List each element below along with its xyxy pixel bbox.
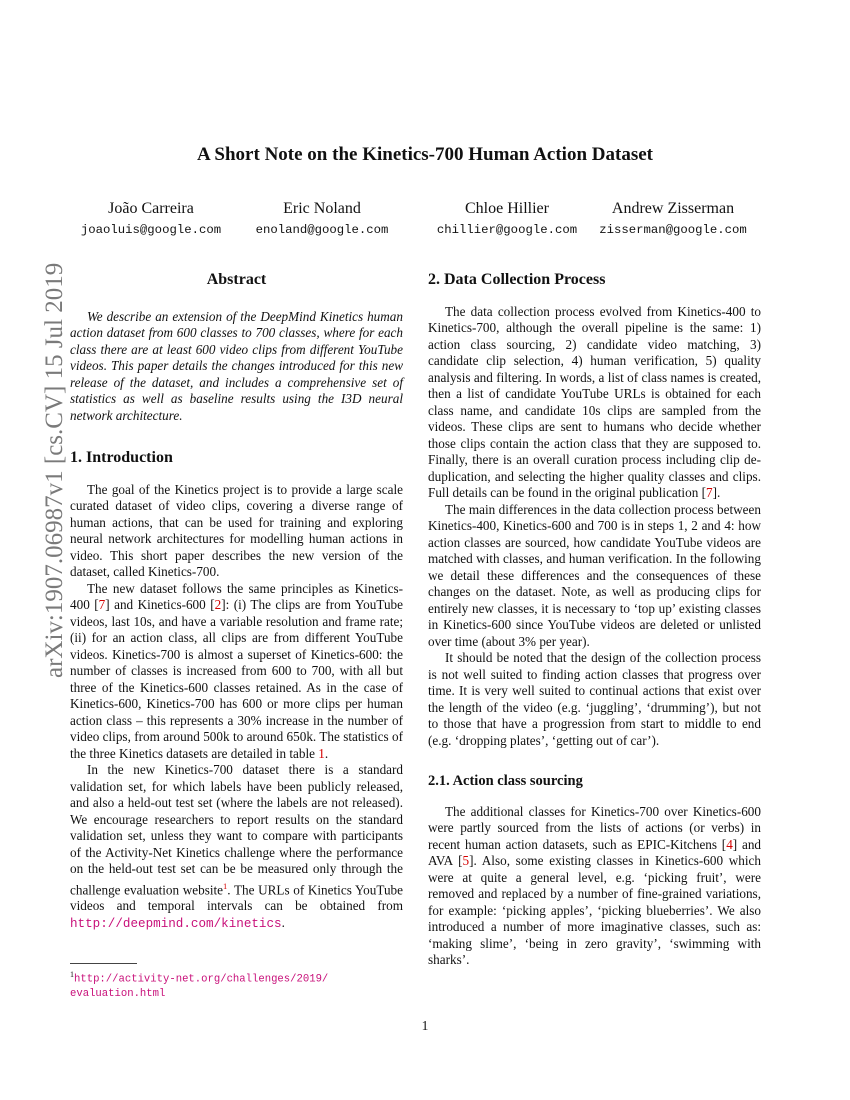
footnote-url-link[interactable]: http://activity-net.org/challenges/2019/ bbox=[74, 973, 329, 986]
footnote bbox=[70, 963, 403, 1001]
citation-link[interactable]: 7 bbox=[705, 485, 713, 500]
action-class-paragraph-1: The additional classes for Kinetics-700 over Kinetics-600 were partly sourced from the lists of actions (or verbs) in recent human action datasets, such as EPIC-Kitchens [4] and AVA [5]. Also, some existing classes in Kinetics-600 which were at quite a general level, e.g. ‘picking fruit’, were removed and replaced by a number of fine-grained variations, for example: ‘picking apples’, ‘picking blueberries’. We also introduced a number of more imaginative classes, such as: ‘making slime’, ‘being in zero gravity’, ‘swimming with sharks’. bbox=[428, 803, 762, 967]
footnote-url-link-cont[interactable]: evaluation.html bbox=[70, 987, 166, 1000]
author-name: João Carreira bbox=[108, 200, 194, 217]
author-email: zisserman@google.com bbox=[599, 223, 747, 237]
author-email: joaoluis@google.com bbox=[80, 223, 222, 237]
left-column bbox=[70, 272, 403, 932]
abstract-heading: Abstract bbox=[206, 271, 267, 288]
footnote-mark[interactable]: 1 bbox=[223, 880, 228, 891]
abstract-text: We describe an extension of the DeepMind Kinetics human action dataset from 600 classes to 700 classes, where for each class there are at least 600 video clips from different YouTube videos. This paper details the changes introduced for this new release of the dataset, and includes a comprehensive set of statistics as well as baseline results using the I3D neural network architecture. bbox=[70, 308, 403, 423]
page-number: 1 bbox=[421, 1018, 429, 1033]
intro-paragraph-2: The new dataset follows the same principles as Kinetics-400 [7] and Kinetics-600 [2]: (i) The clips are from YouTube videos, last 10s, and have a variable resolution and frame rate; (ii) for an action class, all clips are from different YouTube videos. Kinetics-700 is almost a superset of Kinetics-600: the number of classes is increased from 600 to 700, with all but three of the Kinetics-600 classes retained. As in the case of Kinetics-600, Kinetics-700 has 600 or more clips per human action class – this represents a 30% increase in the number of video clips, from around 500k to around 650k. The statistics of the three Kinetics datasets are detailed in table 1. bbox=[70, 580, 403, 761]
author-2 bbox=[222, 200, 422, 237]
author-4 bbox=[573, 200, 773, 237]
author-name: Andrew Zisserman bbox=[611, 200, 735, 217]
right-column bbox=[428, 272, 761, 969]
data-collection-paragraph-2: The main differences in the data collection process between Kinetics-400, Kinetics-600 and 700 is in steps 1, 2 and 4: how action classes are sourced, how candidate YouTube videos are matched with classes, and human verification. In the following we detail these differences and the consequences of these changes on the dataset. Note, as well as producing clips for entirely new classes, it is necessary to ‘top up’ existing classes in Kinetics-600 since YouTube videos are deleted or unlisted over time (about 3% per year). bbox=[428, 501, 761, 649]
citation-link[interactable]: 2 bbox=[214, 597, 222, 612]
arxiv-stamp: arXiv:1907.06987v1 [cs.CV] 15 Jul 2019 bbox=[41, 262, 68, 678]
data-collection-paragraph-3: It should be noted that the design of the collection process is not well suited to finding action classes that progress over time. It is very well suited to continual actions that exist over the length of the video (e.g. ‘juggling’, ‘drumming’), but not to those that have a progression from start to middle to end (e.g. ‘dropping plates’, ‘getting out of car’). bbox=[428, 650, 761, 748]
author-email: enoland@google.com bbox=[255, 223, 389, 237]
intro-paragraph-1: The goal of the Kinetics project is to provide a large scale curated dataset of video clips, covering a diverse range of human actions, that can be used for training and exploring neural network architectures for modelling human actions in video. This short paper describes the new version of the dataset, called Kinetics-700. bbox=[70, 481, 403, 579]
footnote-rule bbox=[70, 963, 137, 964]
author-1 bbox=[51, 200, 251, 237]
table-ref-link[interactable]: 1 bbox=[318, 745, 325, 761]
footnote-number: 1 bbox=[70, 970, 74, 979]
intro-paragraph-3: In the new Kinetics-700 dataset there is a standard validation set, for which labels have been publicly released, and also a held-out test set (where the labels are not released). We encourage researchers to report results on the standard validation set, unless they want to compare with participants of the Activity-Net Kinetics challenge where the performance on the held-out test set can be be measured only through the challenge evaluation website$^1$. The URLs of Kinetics YouTube videos and temporal intervals can be obtained from http://deepmind.com/kinetics. bbox=[70, 762, 403, 931]
citation-link[interactable]: 4 bbox=[726, 836, 733, 852]
citation-link[interactable]: 7 bbox=[98, 597, 106, 612]
author-block bbox=[0, 200, 850, 240]
author-name: Eric Noland bbox=[283, 200, 361, 217]
paper-title: A Short Note on the Kinetics-700 Human Action Dataset bbox=[197, 144, 653, 165]
citation-link[interactable]: 5 bbox=[462, 853, 470, 868]
kinetics-url-link[interactable]: http://deepmind.com/kinetics bbox=[70, 916, 282, 931]
action-class-heading: 2.1. Action class sourcing bbox=[428, 773, 583, 789]
author-email: chillier@google.com bbox=[436, 223, 578, 237]
author-name: Chloe Hillier bbox=[465, 200, 549, 217]
data-collection-paragraph-1: The data collection process evolved from Kinetics-400 to Kinetics-700, although the overall pipeline is the same: 1) action class sourcing, 2) candidate video matching, 3) candidate clip selection, 4) human verification, 5) quality analysis and filtering. In words, a list of class names is created, then a list of candidate YouTube URLs is obtained for each class name, and candidate 10s clips are sampled from the videos. These clips are sent to humans who decide whether those clips contain the action class that they are supposed to. Finally, there is an overall curation process including clip de-duplication, and selecting the higher quality classes and clips. Full details can be found in the original publication [7]. bbox=[428, 303, 761, 500]
intro-heading: 1. Introduction bbox=[70, 449, 173, 466]
data-collection-heading: 2. Data Collection Process bbox=[428, 271, 606, 288]
